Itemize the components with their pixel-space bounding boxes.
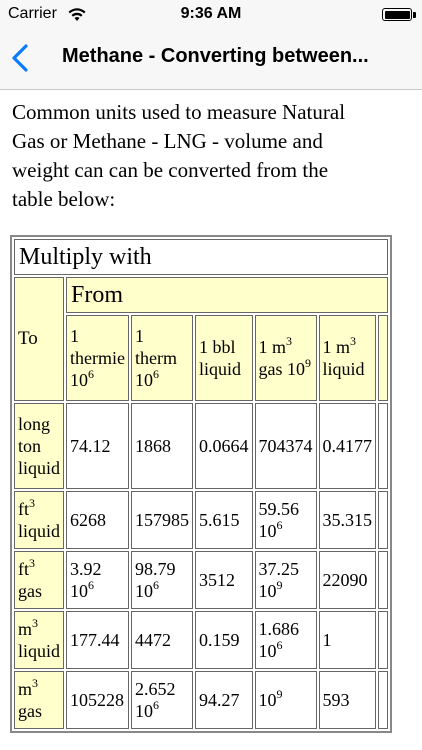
- table-cell: 74.12: [66, 403, 129, 489]
- column-header-m3-liquid: 1 $m^3$ liquid: [319, 315, 377, 401]
- intro-line: Gas or Methane - LNG - volume and: [12, 129, 323, 153]
- table-cell: 593: [319, 671, 377, 729]
- table-cell: 704374: [255, 403, 317, 489]
- table-cell-cutoff: [378, 611, 388, 669]
- row-header-ft3-liquid: $ft^3$ liquid: [14, 491, 64, 549]
- column-header-m3-gas: 1 $m^3$ gas $10^9$: [255, 315, 317, 401]
- table-cell: 3.92 $10^6$: [66, 551, 129, 609]
- table-cell: 157985: [131, 491, 193, 549]
- table-cell: 22090: [319, 551, 377, 609]
- table-cell: 5.615: [195, 491, 253, 549]
- table-cell-cutoff: [378, 551, 388, 609]
- table-cell: 0.0664: [195, 403, 253, 489]
- row-header-m3-gas: $m^3$ gas: [14, 671, 64, 729]
- row-header-long-ton-liquid: long ton liquid: [14, 403, 64, 489]
- column-header-bbl-liquid: 1 bbl liquid: [195, 315, 253, 401]
- table-cell: 94.27: [195, 671, 253, 729]
- from-header: From: [66, 277, 388, 313]
- battery-tip-icon: [413, 12, 416, 18]
- table-cell: 2.652 $10^6$: [131, 671, 193, 729]
- carrier-label: Carrier: [8, 5, 57, 22]
- table-cell: 1.686 $10^6$: [255, 611, 317, 669]
- table-cell: 59.56 $10^6$: [255, 491, 317, 549]
- status-bar: [0, 0, 422, 30]
- table-cell: 0.159: [195, 611, 253, 669]
- web-content[interactable]: [0, 90, 422, 750]
- table-cell: $10^9$: [255, 671, 317, 729]
- table-cell: 35.315: [319, 491, 377, 549]
- table-cell: 1868: [131, 403, 193, 489]
- conversion-table: [10, 235, 392, 733]
- intro-paragraph: [12, 98, 412, 214]
- row-header-m3-liquid: $m^3$ liquid: [14, 611, 64, 669]
- back-chevron-icon[interactable]: [6, 38, 36, 78]
- table-cell: 0.4177: [319, 403, 377, 489]
- to-header: To: [14, 277, 64, 401]
- table-cell-cutoff: [378, 671, 388, 729]
- table-cell-cutoff: [378, 403, 388, 489]
- battery-icon: [382, 8, 412, 21]
- table-cell: 3512: [195, 551, 253, 609]
- navigation-bar: [0, 30, 422, 90]
- page-title: Methane - Converting between...: [62, 45, 369, 67]
- column-header-thermie: 1 thermie $10^6$: [66, 315, 129, 401]
- multiply-header: Multiply with: [14, 239, 388, 275]
- column-header-cutoff: [378, 315, 388, 401]
- intro-line: Common units used to measure Natural: [12, 100, 346, 124]
- intro-line: table below:: [12, 187, 116, 211]
- table-cell: 177.44: [66, 611, 129, 669]
- table-cell: 105228: [66, 671, 129, 729]
- table-cell-cutoff: [378, 491, 388, 549]
- table-cell: 37.25 $10^9$: [255, 551, 317, 609]
- column-header-therm: 1 therm $10^6$: [131, 315, 193, 401]
- table-cell: 1: [319, 611, 377, 669]
- table-cell: 6268: [66, 491, 129, 549]
- table-cell: 4472: [131, 611, 193, 669]
- status-time: 9:36 AM: [180, 5, 242, 22]
- intro-line: weight can can be converted from the: [12, 158, 329, 182]
- table-cell: 98.79 $10^6$: [131, 551, 193, 609]
- row-header-ft3-gas: $ft^3$ gas: [14, 551, 64, 609]
